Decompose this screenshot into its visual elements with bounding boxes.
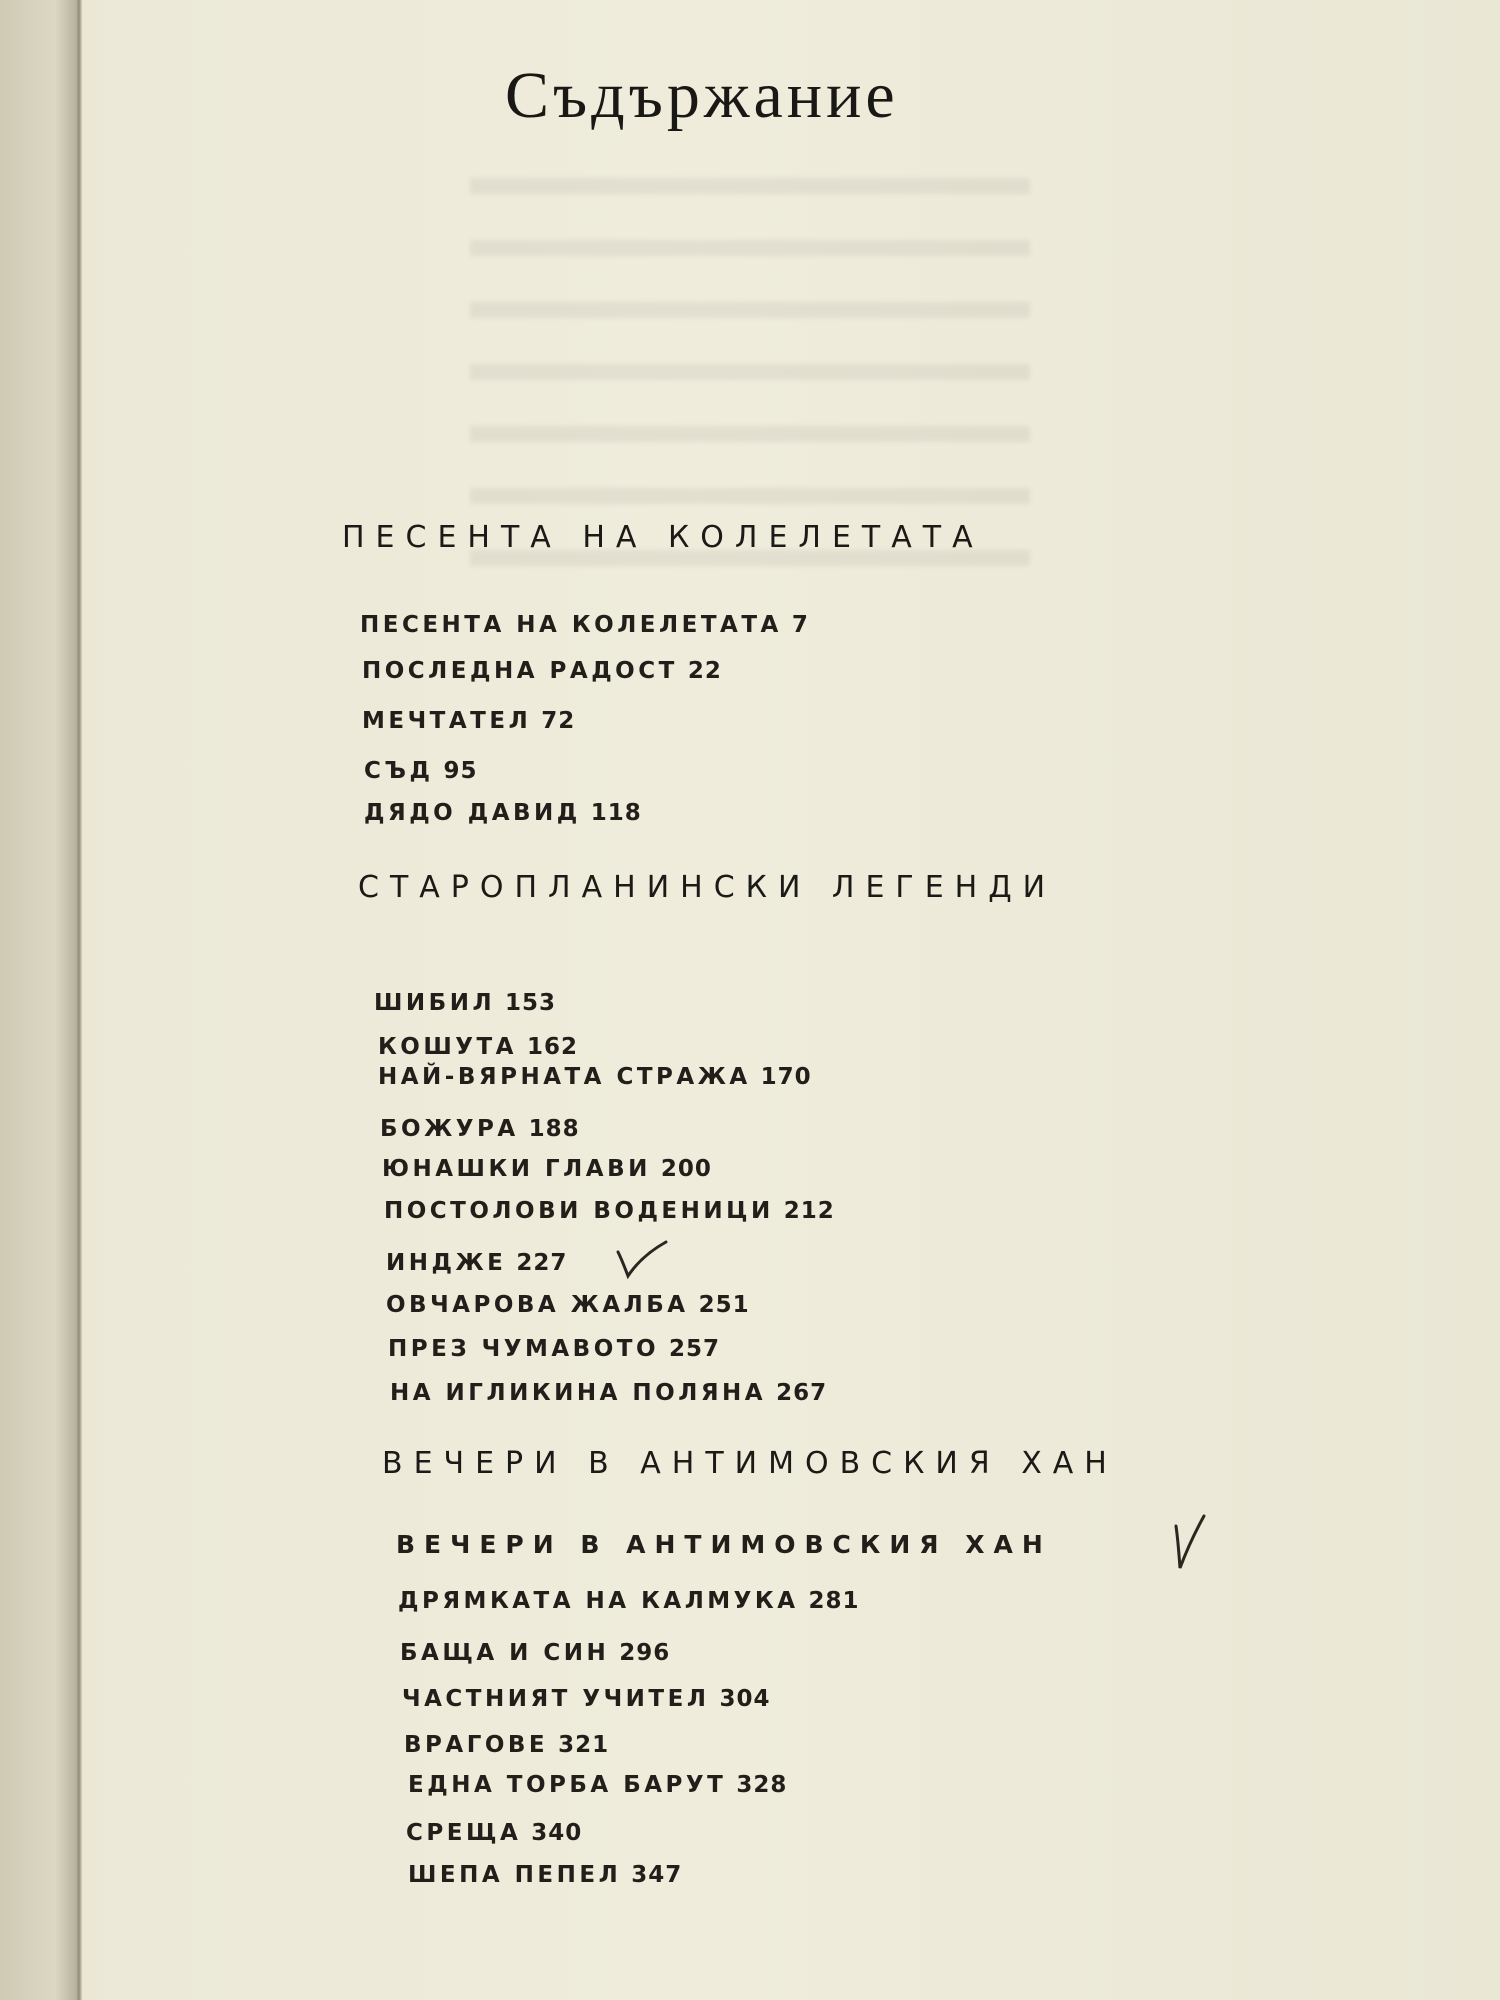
entry-page: 340 [531,1820,583,1846]
entry-title: ДРЯМКАТА НА КАЛМУКА [398,1588,799,1614]
entry-page: 200 [660,1156,712,1182]
entry-page: 95 [443,758,478,784]
toc-entry [364,800,642,826]
toc-entry [390,1380,827,1406]
entry-title: КОШУТА [378,1034,517,1060]
entry-page: 281 [808,1588,860,1614]
toc-entry [406,1820,582,1846]
toc-entry [408,1862,682,1888]
entry-page: 153 [505,990,557,1016]
entry-page: 227 [516,1250,568,1276]
entry-title: ПОСТОЛОВИ ВОДЕНИЦИ [384,1198,774,1224]
page-title: Съдържание [505,59,899,132]
toc-entry [378,1034,578,1060]
entry-title: НАЙ-ВЯРНАТА СТРАЖА [378,1064,751,1090]
entry-title: ПОСЛЕДНА РАДОСТ [362,658,678,684]
entry-page: 22 [687,658,722,684]
entry-page: 170 [760,1064,812,1090]
entry-title: ДЯДО ДАВИД [364,800,581,826]
toc-entry [382,1156,712,1182]
entry-page: 162 [527,1034,579,1060]
section-heading-3: ВЕЧЕРИ В АНТИМОВСКИЯ ХАН [382,1446,1118,1481]
entry-page: 72 [541,708,576,734]
entry-page: 212 [783,1198,835,1224]
entry-page: 267 [776,1380,828,1406]
check-mark-icon [612,1238,672,1282]
entry-page: 347 [631,1862,683,1888]
toc-entry [380,1116,580,1142]
entry-title: ЮНАШКИ ГЛАВИ [382,1156,651,1182]
toc-entry [398,1588,860,1614]
toc-entry [386,1250,567,1276]
entry-title: ПРЕЗ ЧУМАВОТО [388,1336,659,1362]
entry-title: ВРАГОВЕ [404,1732,549,1758]
entry-title: ОВЧАРОВА ЖАЛБА [386,1292,689,1318]
entry-page: 251 [698,1292,750,1318]
toc-entry [364,758,478,784]
toc-entry [404,1732,609,1758]
toc-entry [362,708,575,734]
toc-entry [378,1064,812,1090]
entry-title: ВЕЧЕРИ В АНТИМОВСКИЯ ХАН [396,1530,1052,1559]
toc-entry [386,1292,750,1318]
toc-entry [388,1336,720,1362]
entry-title: БОЖУРА [380,1116,519,1142]
entry-title: ПЕСЕНТА НА КОЛЕЛЕТАТА [360,612,782,638]
toc-entry [360,612,809,638]
entry-page: 304 [719,1686,771,1712]
toc-entry [384,1198,835,1224]
entry-title: СЪД [364,758,434,784]
entry-title: ШЕПА ПЕПЕЛ [408,1862,622,1888]
entry-title: ИНДЖЕ [386,1250,507,1276]
toc-entry [408,1772,787,1798]
check-mark-icon [1170,1512,1210,1576]
entry-page: 328 [736,1772,788,1798]
toc-entry [400,1640,670,1666]
toc-entry [396,1530,1052,1559]
entry-page: 321 [558,1732,610,1758]
entry-title: МЕЧТАТЕЛ [362,708,532,734]
toc-entry [362,658,722,684]
entry-title: ЕДНА ТОРБА БАРУТ [408,1772,727,1798]
section-heading-2: СТАРОПЛАНИНСКИ ЛЕГЕНДИ [358,870,1057,905]
entry-page: 296 [619,1640,671,1666]
book-binding-edge [0,0,82,2000]
toc-entry [402,1686,770,1712]
entry-page: 188 [528,1116,580,1142]
entry-title: НА ИГЛИКИНА ПОЛЯНА [390,1380,767,1406]
entry-page: 118 [590,800,642,826]
toc-entry [374,990,556,1016]
entry-title: СРЕЩА [406,1820,522,1846]
entry-title: ШИБИЛ [374,990,496,1016]
entry-page: 257 [669,1336,721,1362]
entry-title: ЧАСТНИЯТ УЧИТЕЛ [402,1686,710,1712]
entry-page: 7 [791,612,809,638]
section-heading-1: ПЕСЕНТА НА КОЛЕЛЕТАТА [342,520,984,555]
entry-title: БАЩА И СИН [400,1640,610,1666]
